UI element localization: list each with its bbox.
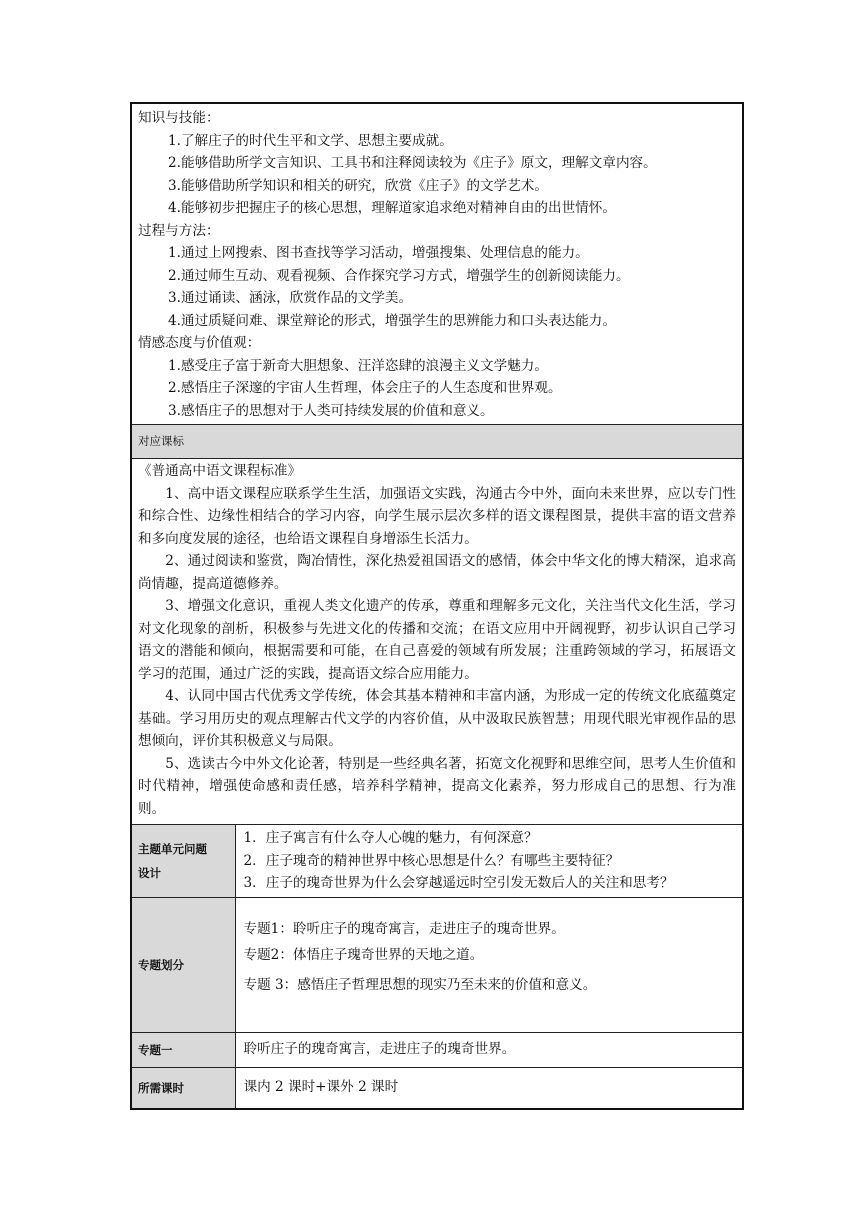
topic-item: 专题2：体悟庄子瑰奇世界的天地之道。 [243,946,484,963]
standards-paragraph: 1、高中语文课程应联系学生生活，加强语文实践，沟通古今中外，面向未来世界，应以专门性和综合性、边缘性相结合的学习内容，向学生展示层次多样的语文课程图景，提供丰富的语文营养和多向度发展的途径，也给语文课程自身增添生长活力。 [138,485,736,547]
class-hours-value: 课内 2 课时+课外 2 课时 [235,1067,743,1109]
topic-division-row [131,897,743,1032]
process-item: 3.通过诵读、涵泳，欣赏作品的文学美。 [168,290,413,306]
class-hours-label: 所需课时 [131,1067,235,1109]
lesson-plan-table [130,102,744,1110]
standards-paragraph: 2、通过阅读和鉴赏，陶冶情性，深化热爱祖国语文的感情，体会中华文化的博大精深，追求高尚情趣，提高道德修养。 [138,553,736,592]
process-heading: 过程与方法： [138,222,220,239]
objectives-cell [131,103,743,425]
knowledge-item: 1.了解庄子的时代生平和文学、思想主要成就。 [168,132,453,149]
unit-question-item: 1．庄子寓言有什么夺人心魄的魅力，有何深意？ [243,830,538,846]
knowledge-item: 2.能够借助所学文言知识、工具书和注释阅读较为《庄子》原文，理解文章内容。 [168,155,657,171]
unit-question-item: 2．庄子瑰奇的精神世界中核心思想是什么？有哪些主要特征？ [243,852,620,869]
unit-questions-label-line: 设计 [138,865,161,880]
attitude-item: 2.感悟庄子深邃的宇宙人生哲理，体会庄子的人生态度和世界观。 [168,380,562,396]
attitude-item: 3.感悟庄子的思想对于人类可持续发展的价值和意义。 [168,402,494,419]
standards-bar: 对应课标 [131,425,743,459]
topic-item: 专题 3：感悟庄子哲理思想的现实乃至未来的价值和意义。 [243,976,597,993]
topic-one-label: 专题一 [131,1032,235,1067]
standards-paragraph: 3、增强文化意识，重视人类文化遗产的传承，尊重和理解多元文化，关注当代文化生活，学习对文化现象的剖析，积极参与先进文化的传播和交流；在语文应用中开阔视野，初步认识自己学习语文的潜能和倾向，根据需要和可能，在自己喜爱的领域有所发展；注重跨领域的学习，拓展语文学习的范围，通过广泛的实践，提高语文综合应用能力。 [138,598,736,682]
knowledge-item: 3.能够借助所学知识和相关的研究，欣赏《庄子》的文学艺术。 [168,177,548,194]
lesson-plan-sheet [130,102,742,1110]
standards-row [131,459,743,825]
topic-one-row [131,1032,743,1067]
topic-one-value: 聆听庄子的瑰奇寓言，走进庄子的瑰奇世界。 [235,1032,743,1067]
standards-paragraph: 5、选读古今中外文化论著，特别是一些经典名著，拓宽文化视野和思维空间，思考人生价值和时代精神，增强使命感和责任感，培养科学精神，提高文化素养，努力形成自己的思想、行为准则。 [138,755,736,817]
class-hours-row [131,1067,743,1109]
standards-cell [131,459,743,825]
topic-division-content [235,897,743,1032]
standards-bar-row [131,425,743,459]
unit-questions-label-line: 主题单元问题 [138,841,207,856]
knowledge-item: 4.能够初步把握庄子的核心思想，理解道家追求绝对精神自由的出世情怀。 [168,200,616,216]
standards-heading: 《普通高中语文课程标准》 [138,463,302,479]
unit-questions-row [131,825,743,898]
unit-questions-label [131,825,235,898]
objectives-row [131,103,743,425]
knowledge-heading: 知识与技能： [138,110,220,126]
topic-division-label: 专题划分 [131,897,235,1032]
attitude-heading: 情感态度与价值观： [138,335,261,351]
process-item: 1.通过上网搜索、图书查找等学习活动，增强搜集、处理信息的能力。 [168,245,589,261]
attitude-item: 1.感受庄子富于新奇大胆想象、汪洋恣肆的浪漫主义文学魅力。 [168,357,548,374]
process-item: 4.通过质疑问难、课堂辩论的形式，增强学生的思辨能力和口头表达能力。 [168,312,616,329]
process-item: 2.通过师生互动、观看视频、合作探究学习方式，增强学生的创新阅读能力。 [168,267,630,284]
topic-item: 专题1：聆听庄子的瑰奇寓言，走进庄子的瑰奇世界。 [243,920,565,937]
unit-questions-content [235,825,743,898]
unit-question-item: 3．庄子的瑰奇世界为什么会穿越遥远时空引发无数后人的关注和思考？ [243,875,674,891]
standards-paragraph: 4、认同中国古代优秀文学传统，体会其基本精神和丰富内涵，为形成一定的传统文化底蕴奠定基础。学习用历史的观点理解古代文学的内容价值，从中汲取民族智慧；用现代眼光审视作品的思想倾向，评价其积极意义与局限。 [138,688,736,749]
